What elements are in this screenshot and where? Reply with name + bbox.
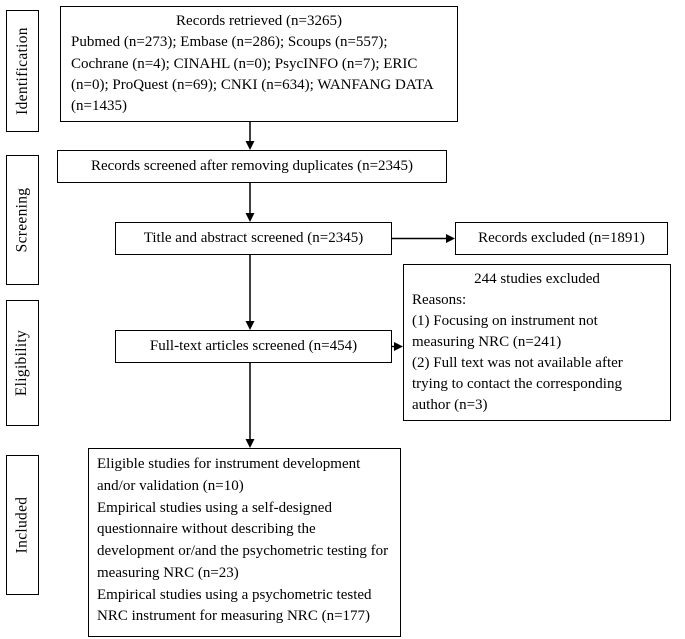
records-retrieved-sources: Pubmed (n=273); Embase (n=286); Scoups (n=557); Cochrane (n=4); CINAHL (n=0); PsycINFO (n=7); ERIC (n=0); ProQuest (n=69); CNKI (n=634); WANFANG DATA (n=1435) [71,34,433,115]
stage-label-eligibility: Eligibility [13,329,31,397]
included-studies-item-1: Eligible studies for instrument development and/or validation (n=10) [97,456,361,494]
records-retrieved-box [60,6,458,122]
arrow-fulltext-to-included [246,363,255,448]
records-excluded-label: Records excluded (n=1891) [478,229,645,246]
arrow-title-abstract-to-records-excluded [392,234,455,243]
studies-excluded-title: 244 studies excluded [474,271,600,287]
included-studies-item-2: Empirical studies using a self-designed questionnaire without describing the development or/and the psychometric testing for measuring NRC (n=23) [97,499,389,581]
stage-box-included [6,455,39,595]
records-excluded-box [455,222,668,255]
records-screened-box [57,150,447,183]
included-studies-item-3: Empirical studies using a psychometric tested NRC instrument for measuring NRC (n=177) [97,586,372,625]
fulltext-screened-label: Full-text articles screened (n=454) [149,337,358,354]
studies-excluded-reason-2: (2) Full text was not available after trying to contact the corresponding author (n=3) [412,355,623,413]
fulltext-screened-box [115,330,392,363]
arrow-title-abstract-to-fulltext [246,255,255,330]
records-screened-label: Records screened after removing duplicates (n=2345) [90,157,414,174]
title-abstract-screened-box [115,222,392,255]
included-studies-box [88,448,401,637]
stage-box-screening [6,155,39,285]
stage-box-eligibility [6,300,39,426]
studies-excluded-reasons-heading: Reasons: [412,292,467,308]
title-abstract-screened-label: Title and abstract screened (n=2345) [143,229,364,246]
stage-label-identification: Identification [13,27,31,115]
stage-box-identification [6,10,39,132]
arrow-screened-to-title-abstract [246,183,255,222]
studies-excluded-reason-1: (1) Focusing on instrument not measuring NRC (n=241) [412,313,598,350]
stage-label-included: Included [13,496,31,554]
arrow-fulltext-to-studies-excluded [392,342,403,351]
arrow-retrieved-to-screened [246,122,255,150]
stage-label-screening: Screening [13,187,31,253]
studies-excluded-box [403,264,671,421]
records-retrieved-title: Records retrieved (n=3265) [176,13,342,29]
